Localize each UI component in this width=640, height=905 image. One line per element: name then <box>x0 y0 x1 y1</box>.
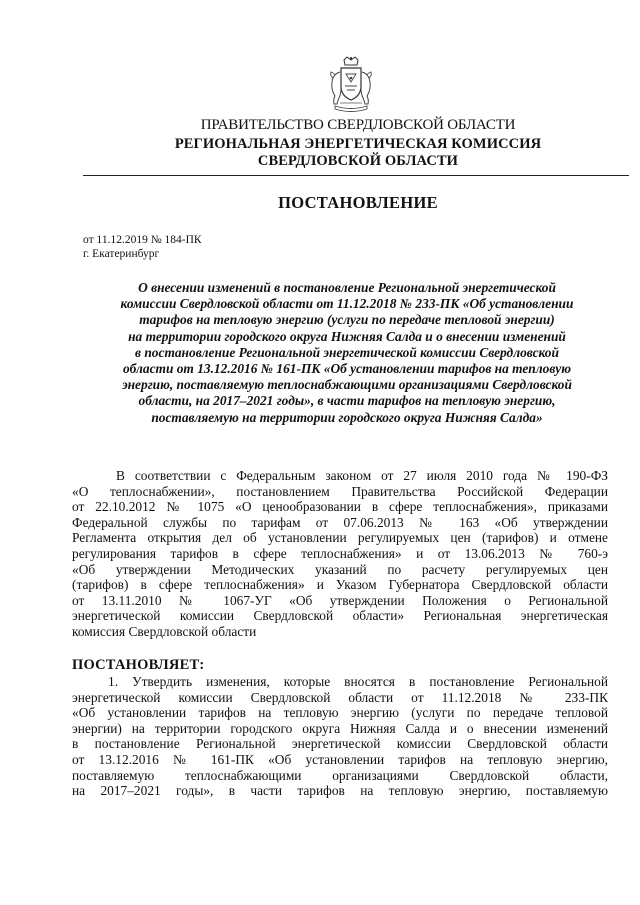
preamble-line: комиссия Свердловской области <box>72 623 257 639</box>
commission-name: РЕГИОНАЛЬНАЯ ЭНЕРГЕТИЧЕСКАЯ КОМИССИЯ <box>174 136 542 152</box>
document-title: ПОСТАНОВЛЕНИЕ <box>278 193 438 212</box>
subject-line: комиссии Свердловской области от 11.12.2018 № 233-ПК «Об установлении <box>120 296 574 312</box>
item-line: поставляемую теплоснабжающими организациями Свердловской области, <box>72 767 608 783</box>
resolve-heading: ПОСТАНОВЛЯЕТ: <box>72 657 205 673</box>
preamble-line: энергетической комиссии Свердловской области» Региональная энергетическая <box>72 608 608 624</box>
item-1-paragraph <box>72 674 608 799</box>
subject-line: в постановление Региональной энергетической комиссии Свердловской <box>135 344 559 360</box>
item-line: 1. Утвердить изменения, которые вносятся в постановление Региональной <box>108 674 608 689</box>
subject-line: на территории городского округа Нижняя Салда и о внесении изменений <box>128 328 566 344</box>
document-city: г. Екатеринбург <box>83 248 160 260</box>
item-line: на 2017–2021 годы», в части тарифов на тепловую энергию, поставляемую <box>72 783 608 799</box>
header-divider <box>83 175 629 176</box>
subject-line: О внесении изменений в постановление Региональной энергетической <box>138 280 556 295</box>
item-line: энергетической комиссии Свердловской области от 11.12.2018 № 233-ПК <box>72 689 608 705</box>
preamble-line: (тарифов) в сфере теплоснабжения» и Указом Губернатора Свердловской области <box>72 577 608 593</box>
preamble-line: от 13.11.2010 № 1067-УГ «Об утверждении Положения о Региональной <box>72 592 608 608</box>
document-date-number: от 11.12.2019 № 184-ПК <box>83 234 202 246</box>
preamble-line: регулирования тарифов в сфере теплоснабжения» и от 13.06.2013 № 760-э <box>72 545 608 561</box>
preamble-line: от 22.10.2012 № 1075 «О ценообразовании в сфере теплоснабжения», приказами <box>72 499 608 515</box>
item-line: «Об установлении тарифов на тепловую энергию (услуги по передаче тепловой <box>72 705 608 721</box>
subject-line: области, на 2017–2021 годы», в части тарифов на тепловую энергию, <box>138 393 556 409</box>
subject-line: тарифов на тепловую энергию (услуги по передаче тепловой энергии) <box>139 312 555 328</box>
preamble-line: В соответствии с Федеральным законом от 27 июля 2010 года № 190-ФЗ <box>116 468 608 483</box>
preamble-line: «Об утверждении Методических указаний по расчету регулируемых цен <box>72 561 608 577</box>
item-line: энергии) на территории городского округа Нижняя Салда и о внесении изменений <box>72 720 608 736</box>
subject-line: поставляемую на территории городского округа Нижняя Салда» <box>151 409 543 425</box>
region-name: СВЕРДЛОВСКОЙ ОБЛАСТИ <box>257 153 459 169</box>
document-subject <box>82 280 612 426</box>
item-line: в постановление Региональной энергетической комиссии Свердловской области <box>72 736 608 752</box>
subject-line: области от 13.12.2016 № 161-ПК «Об установлении тарифов на тепловую <box>122 361 572 377</box>
subject-line: энергию, поставляемую теплоснабжающими организациями Свердловской <box>122 377 572 393</box>
item-line: от 13.12.2016 № 161-ПК «Об установлении тарифов на тепловую энергию, <box>72 751 608 767</box>
preamble-paragraph <box>72 468 608 640</box>
preamble-line: «О теплоснабжении», постановлением Правительства Российской Федерации <box>72 483 608 499</box>
preamble-line: Федеральной службы по тарифам от 07.06.2013 № 163 «Об утверждении <box>72 514 608 530</box>
preamble-line: Регламента открытия дел об установлении регулируемых цен (тарифов) и отмене <box>72 530 608 546</box>
sverdlovsk-coat-of-arms-icon <box>326 56 376 114</box>
government-name: ПРАВИТЕЛЬСТВО СВЕРДЛОВСКОЙ ОБЛАСТИ <box>200 117 516 133</box>
